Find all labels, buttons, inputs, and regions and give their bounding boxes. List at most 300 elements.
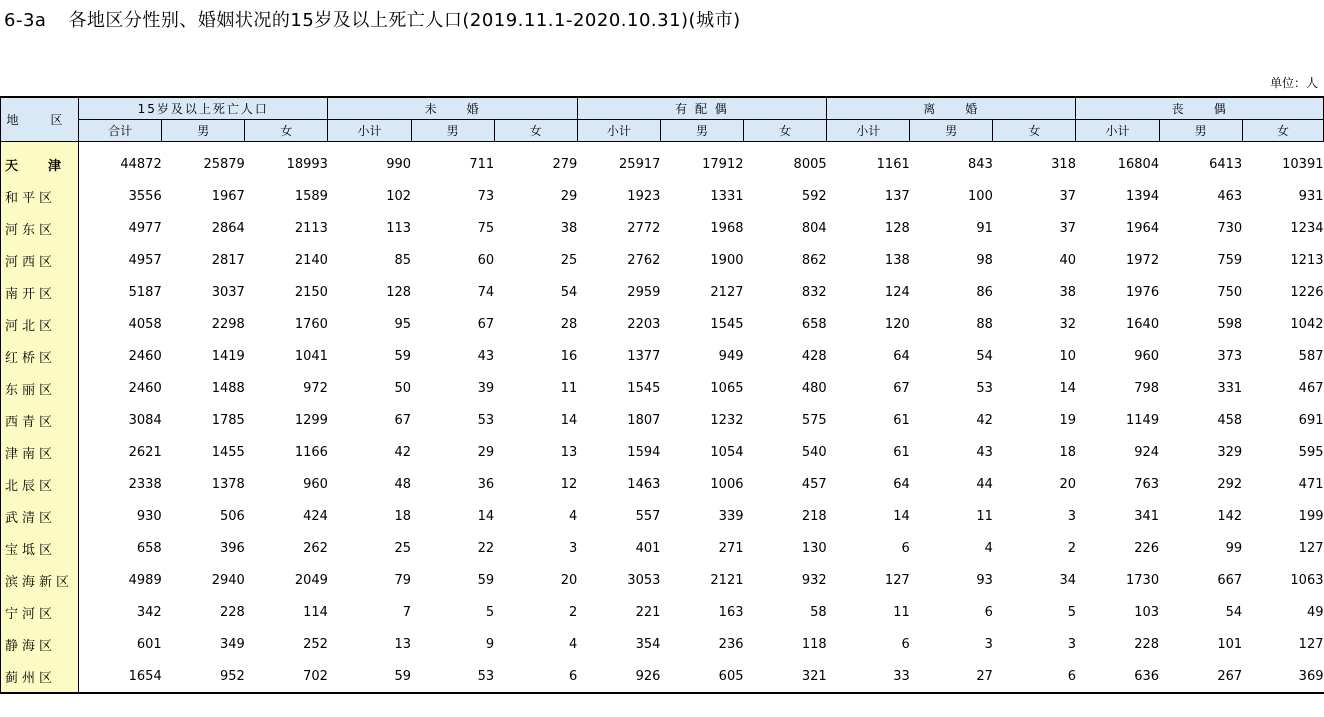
table-row (1, 532, 1324, 564)
value-cell: 428 (801, 348, 827, 364)
value-cell: 4 (569, 508, 578, 524)
value-cell: 1654 (79, 660, 162, 693)
value-cell: 471 (1298, 476, 1324, 492)
value-cell: 1545 (627, 380, 661, 396)
value-cell: 1785 (211, 412, 245, 428)
value-cell: 730 (1217, 220, 1243, 236)
value-cell: 1232 (710, 412, 744, 428)
value-cell: 128 (386, 284, 412, 300)
value-cell: 480 (801, 380, 827, 396)
value-cell: 25 (394, 540, 412, 556)
value-cell: 120 (884, 316, 910, 332)
value-cell: 59 (477, 572, 495, 588)
value-cell: 759 (1217, 252, 1243, 268)
value-cell: 73 (477, 188, 495, 204)
value-cell: 598 (1217, 316, 1243, 332)
value-cell: 2460 (128, 348, 162, 364)
value-cell: 27 (910, 660, 993, 693)
value-cell: 199 (1298, 508, 1324, 524)
value-cell: 4977 (128, 220, 162, 236)
value-cell: 20 (1059, 476, 1076, 492)
value-cell: 88 (976, 316, 993, 332)
value-cell: 1394 (1126, 188, 1160, 204)
value-cell: 67 (893, 380, 910, 396)
value-cell: 18 (1059, 444, 1076, 460)
region-name-cell: 宝坻区 (1, 532, 79, 564)
region-name-cell: 宁河区 (1, 596, 79, 628)
value-cell: 463 (1217, 188, 1243, 204)
value-cell: 6 (901, 636, 910, 652)
region-name-cell: 南开区 (1, 276, 79, 308)
value-cell: 74 (477, 284, 495, 300)
value-cell: 952 (162, 660, 245, 693)
value-cell: 67 (477, 316, 495, 332)
region-name-cell: 河北区 (1, 308, 79, 340)
value-cell: 43 (477, 348, 495, 364)
value-cell: 349 (220, 636, 245, 652)
value-cell: 42 (394, 444, 412, 460)
value-cell: 424 (303, 508, 328, 524)
value-cell: 932 (801, 572, 827, 588)
value-cell: 575 (801, 412, 827, 428)
table-row (1, 660, 1324, 693)
value-cell: 113 (386, 220, 412, 236)
value-cell: 318 (1051, 156, 1076, 172)
value-cell: 1042 (1290, 316, 1324, 332)
value-cell: 636 (1076, 660, 1159, 693)
value-cell: 2338 (128, 476, 162, 492)
value-cell: 1594 (627, 444, 661, 460)
header-sub-cell: 小计 (577, 120, 660, 142)
region-name-cell: 津南区 (1, 436, 79, 468)
table-row (1, 244, 1324, 276)
value-cell: 38 (1059, 284, 1076, 300)
value-cell: 5 (1067, 604, 1076, 620)
value-cell: 3084 (128, 412, 162, 428)
value-cell: 43 (976, 444, 993, 460)
statistics-table (0, 96, 1324, 694)
value-cell: 373 (1217, 348, 1243, 364)
value-cell: 1972 (1126, 252, 1160, 268)
value-cell: 960 (303, 476, 328, 492)
value-cell: 226 (1134, 540, 1160, 556)
value-cell: 33 (827, 660, 910, 693)
value-cell: 843 (968, 156, 993, 172)
value-cell: 331 (1217, 380, 1243, 396)
value-cell: 61 (893, 444, 910, 460)
value-cell: 2203 (627, 316, 661, 332)
value-cell: 1976 (1126, 284, 1160, 300)
value-cell: 53 (411, 660, 494, 693)
header-sub-cell: 小计 (328, 120, 411, 142)
value-cell: 16 (560, 348, 578, 364)
value-cell: 1299 (294, 412, 328, 428)
value-cell: 236 (718, 636, 744, 652)
value-cell: 1041 (294, 348, 328, 364)
value-cell: 14 (560, 412, 578, 428)
value-cell: 142 (1217, 508, 1243, 524)
value-cell: 91 (976, 220, 993, 236)
value-cell: 228 (220, 604, 245, 620)
value-cell: 98 (976, 252, 993, 268)
value-cell: 832 (801, 284, 827, 300)
value-cell: 42 (976, 412, 993, 428)
value-cell: 711 (469, 156, 495, 172)
value-cell: 61 (893, 412, 910, 428)
value-cell: 658 (136, 540, 162, 556)
table-title-text: 各地区分性别、婚姻状况的15岁及以上死亡人口(2019.11.1-2020.10.31)(城市) (68, 10, 741, 31)
value-cell: 103 (1134, 604, 1160, 620)
table-row (1, 564, 1324, 596)
value-cell: 10391 (1282, 156, 1324, 172)
header-row-sub (1, 120, 1324, 142)
value-cell: 3 (569, 540, 578, 556)
value-cell: 1964 (1126, 220, 1160, 236)
header-sub-cell: 女 (744, 120, 827, 142)
value-cell: 95 (394, 316, 412, 332)
region-name-cell: 河西区 (1, 244, 79, 276)
header-sub-cell: 男 (1159, 120, 1242, 142)
value-cell: 1065 (710, 380, 744, 396)
header-group-divorced: 离 婚 (827, 97, 1076, 120)
value-cell: 601 (136, 636, 162, 652)
value-cell: 19 (1059, 412, 1076, 428)
value-cell: 228 (1134, 636, 1160, 652)
value-cell: 58 (810, 604, 827, 620)
value-cell: 36 (477, 476, 495, 492)
value-cell: 5 (485, 604, 495, 620)
value-cell: 2817 (211, 252, 245, 268)
value-cell: 763 (1134, 476, 1160, 492)
header-region: 地 区 (1, 97, 79, 142)
value-cell: 28 (560, 316, 578, 332)
value-cell: 4989 (128, 572, 162, 588)
value-cell: 949 (718, 348, 744, 364)
value-cell: 6 (993, 660, 1076, 693)
value-cell: 124 (884, 284, 910, 300)
value-cell: 1463 (627, 476, 661, 492)
value-cell: 49 (1306, 604, 1324, 620)
value-cell: 4058 (128, 316, 162, 332)
value-cell: 467 (1298, 380, 1324, 396)
value-cell: 40 (1059, 252, 1076, 268)
region-name-cell: 天津 (1, 142, 79, 181)
value-cell: 605 (660, 660, 743, 693)
region-name-cell: 武清区 (1, 500, 79, 532)
value-cell: 4957 (128, 252, 162, 268)
value-cell: 2762 (627, 252, 661, 268)
value-cell: 9 (485, 636, 495, 652)
value-cell: 339 (718, 508, 744, 524)
table-row (1, 276, 1324, 308)
value-cell: 34 (1059, 572, 1076, 588)
value-cell: 1377 (627, 348, 661, 364)
value-cell: 1488 (211, 380, 245, 396)
value-cell: 85 (394, 252, 412, 268)
value-cell: 1006 (710, 476, 744, 492)
value-cell: 271 (718, 540, 744, 556)
value-cell: 25 (560, 252, 578, 268)
value-cell: 506 (220, 508, 245, 524)
table-row (1, 468, 1324, 500)
value-cell: 321 (744, 660, 827, 693)
value-cell: 25917 (619, 156, 661, 172)
value-cell: 262 (303, 540, 328, 556)
value-cell: 6 (901, 540, 910, 556)
value-cell: 702 (245, 660, 328, 693)
value-cell: 369 (1242, 660, 1323, 693)
header-sub-cell: 女 (993, 120, 1076, 142)
table-row (1, 372, 1324, 404)
value-cell: 53 (477, 412, 495, 428)
table-row (1, 404, 1324, 436)
value-cell: 2113 (294, 220, 328, 236)
value-cell: 218 (801, 508, 827, 524)
value-cell: 1730 (1126, 572, 1160, 588)
header-sub-cell: 小计 (827, 120, 910, 142)
value-cell: 79 (394, 572, 412, 588)
value-cell: 17912 (702, 156, 744, 172)
value-cell: 2049 (294, 572, 328, 588)
table-row (1, 180, 1324, 212)
value-cell: 3053 (627, 572, 661, 588)
value-cell: 130 (801, 540, 827, 556)
value-cell: 32 (1059, 316, 1076, 332)
value-cell: 8005 (793, 156, 827, 172)
region-name-cell: 红桥区 (1, 340, 79, 372)
header-sub-cell: 女 (494, 120, 577, 142)
value-cell: 557 (635, 508, 661, 524)
value-cell: 924 (1134, 444, 1160, 460)
value-cell: 75 (477, 220, 495, 236)
value-cell: 18993 (286, 156, 328, 172)
value-cell: 6413 (1209, 156, 1243, 172)
header-sub-cell: 男 (162, 120, 245, 142)
value-cell: 10 (1059, 348, 1076, 364)
value-cell: 926 (577, 660, 660, 693)
value-cell: 16804 (1117, 156, 1160, 172)
value-cell: 2 (569, 604, 578, 620)
value-cell: 595 (1298, 444, 1324, 460)
value-cell: 163 (718, 604, 744, 620)
value-cell: 44872 (120, 156, 162, 172)
region-name-cell: 西青区 (1, 404, 79, 436)
value-cell: 54 (1225, 604, 1243, 620)
page-title (4, 6, 741, 32)
value-cell: 267 (1159, 660, 1242, 693)
value-cell: 7 (402, 604, 412, 620)
region-name-cell: 蓟州区 (1, 660, 79, 693)
value-cell: 12 (560, 476, 578, 492)
value-cell: 279 (552, 156, 578, 172)
value-cell: 1807 (627, 412, 661, 428)
value-cell: 3037 (211, 284, 245, 300)
value-cell: 59 (394, 348, 412, 364)
value-cell: 292 (1217, 476, 1243, 492)
value-cell: 25879 (203, 156, 245, 172)
table-row (1, 436, 1324, 468)
value-cell: 221 (635, 604, 661, 620)
value-cell: 20 (560, 572, 578, 588)
value-cell: 128 (884, 220, 910, 236)
value-cell: 54 (976, 348, 993, 364)
value-cell: 1545 (710, 316, 744, 332)
value-cell: 3556 (128, 188, 162, 204)
value-cell: 13 (560, 444, 578, 460)
table-row (1, 628, 1324, 660)
value-cell: 4 (984, 540, 993, 556)
table-row (1, 308, 1324, 340)
value-cell: 750 (1217, 284, 1243, 300)
value-cell: 3 (984, 636, 993, 652)
value-cell: 37 (1059, 188, 1076, 204)
table-row (1, 340, 1324, 372)
value-cell: 2772 (627, 220, 661, 236)
header-sub-cell: 男 (910, 120, 993, 142)
value-cell: 102 (386, 188, 412, 204)
header-sub-cell: 女 (245, 120, 328, 142)
value-cell: 48 (394, 476, 412, 492)
value-cell: 691 (1298, 412, 1324, 428)
header-group-unmarried: 未 婚 (328, 97, 577, 120)
value-cell: 401 (635, 540, 661, 556)
region-name-cell: 东丽区 (1, 372, 79, 404)
value-cell: 329 (1217, 444, 1243, 460)
value-cell: 127 (1298, 540, 1324, 556)
value-cell: 457 (801, 476, 827, 492)
header-group-widowed: 丧 偶 (1076, 97, 1324, 120)
value-cell: 1063 (1290, 572, 1324, 588)
value-cell: 2460 (128, 380, 162, 396)
value-cell: 2864 (211, 220, 245, 236)
table-code: 6-3a (4, 10, 47, 31)
value-cell: 1149 (1126, 412, 1160, 428)
value-cell: 4 (569, 636, 578, 652)
value-cell: 2121 (710, 572, 744, 588)
value-cell: 1589 (294, 188, 328, 204)
value-cell: 396 (220, 540, 245, 556)
header-row-groups (1, 97, 1324, 120)
value-cell: 1419 (211, 348, 245, 364)
unit-label: 单位：人 (1269, 76, 1318, 90)
value-cell: 6 (984, 604, 993, 620)
value-cell: 64 (893, 348, 910, 364)
region-name-cell: 河东区 (1, 212, 79, 244)
value-cell: 1226 (1290, 284, 1324, 300)
header-sub-cell: 合计 (79, 120, 162, 142)
value-cell: 67 (394, 412, 412, 428)
value-cell: 1455 (211, 444, 245, 460)
value-cell: 11 (560, 380, 578, 396)
value-cell: 341 (1134, 508, 1160, 524)
value-cell: 3 (1067, 636, 1076, 652)
value-cell: 2940 (211, 572, 245, 588)
value-cell: 100 (968, 188, 993, 204)
value-cell: 972 (303, 380, 328, 396)
region-name-cell: 北辰区 (1, 468, 79, 500)
value-cell: 1378 (211, 476, 245, 492)
value-cell: 1968 (710, 220, 744, 236)
value-cell: 37 (1059, 220, 1076, 236)
value-cell: 118 (801, 636, 827, 652)
value-cell: 86 (976, 284, 993, 300)
value-cell: 990 (386, 156, 412, 172)
value-cell: 138 (884, 252, 910, 268)
header-sub-cell: 男 (411, 120, 494, 142)
value-cell: 44 (976, 476, 993, 492)
value-cell: 38 (560, 220, 578, 236)
value-cell: 11 (976, 508, 993, 524)
value-cell: 2 (1067, 540, 1076, 556)
value-cell: 93 (976, 572, 993, 588)
value-cell: 60 (477, 252, 495, 268)
value-cell: 804 (801, 220, 827, 236)
value-cell: 18 (394, 508, 412, 524)
value-cell: 592 (801, 188, 827, 204)
value-cell: 931 (1298, 188, 1324, 204)
value-cell: 458 (1217, 412, 1243, 428)
value-cell: 658 (801, 316, 827, 332)
value-cell: 252 (303, 636, 328, 652)
value-cell: 50 (394, 380, 412, 396)
value-cell: 22 (477, 540, 495, 556)
value-cell: 1331 (710, 188, 744, 204)
value-cell: 2959 (627, 284, 661, 300)
header-sub-cell: 男 (660, 120, 743, 142)
value-cell: 354 (635, 636, 661, 652)
value-cell: 1923 (627, 188, 661, 204)
table-body (1, 142, 1324, 694)
value-cell: 587 (1298, 348, 1324, 364)
value-cell: 6 (494, 660, 577, 693)
header-group-total: 15岁及以上死亡人口 (79, 97, 328, 120)
value-cell: 342 (136, 604, 162, 620)
region-name-cell: 滨海新区 (1, 564, 79, 596)
value-cell: 3 (1067, 508, 1076, 524)
value-cell: 5187 (128, 284, 162, 300)
value-cell: 1234 (1290, 220, 1324, 236)
value-cell: 1760 (294, 316, 328, 332)
table-row (1, 212, 1324, 244)
value-cell: 1900 (710, 252, 744, 268)
value-cell: 960 (1134, 348, 1160, 364)
value-cell: 930 (136, 508, 162, 524)
value-cell: 53 (976, 380, 993, 396)
table-row (1, 596, 1324, 628)
region-name-cell: 和平区 (1, 180, 79, 212)
value-cell: 39 (477, 380, 495, 396)
value-cell: 59 (328, 660, 411, 693)
value-cell: 29 (560, 188, 578, 204)
value-cell: 2140 (294, 252, 328, 268)
value-cell: 137 (884, 188, 910, 204)
value-cell: 798 (1134, 380, 1160, 396)
value-cell: 54 (560, 284, 578, 300)
value-cell: 862 (801, 252, 827, 268)
table-row (1, 500, 1324, 532)
value-cell: 99 (1225, 540, 1243, 556)
value-cell: 13 (394, 636, 412, 652)
value-cell: 101 (1217, 636, 1243, 652)
value-cell: 29 (477, 444, 495, 460)
value-cell: 540 (801, 444, 827, 460)
value-cell: 14 (893, 508, 910, 524)
value-cell: 2621 (128, 444, 162, 460)
value-cell: 14 (1059, 380, 1076, 396)
value-cell: 667 (1217, 572, 1243, 588)
table-row (1, 142, 1324, 181)
value-cell: 2298 (211, 316, 245, 332)
